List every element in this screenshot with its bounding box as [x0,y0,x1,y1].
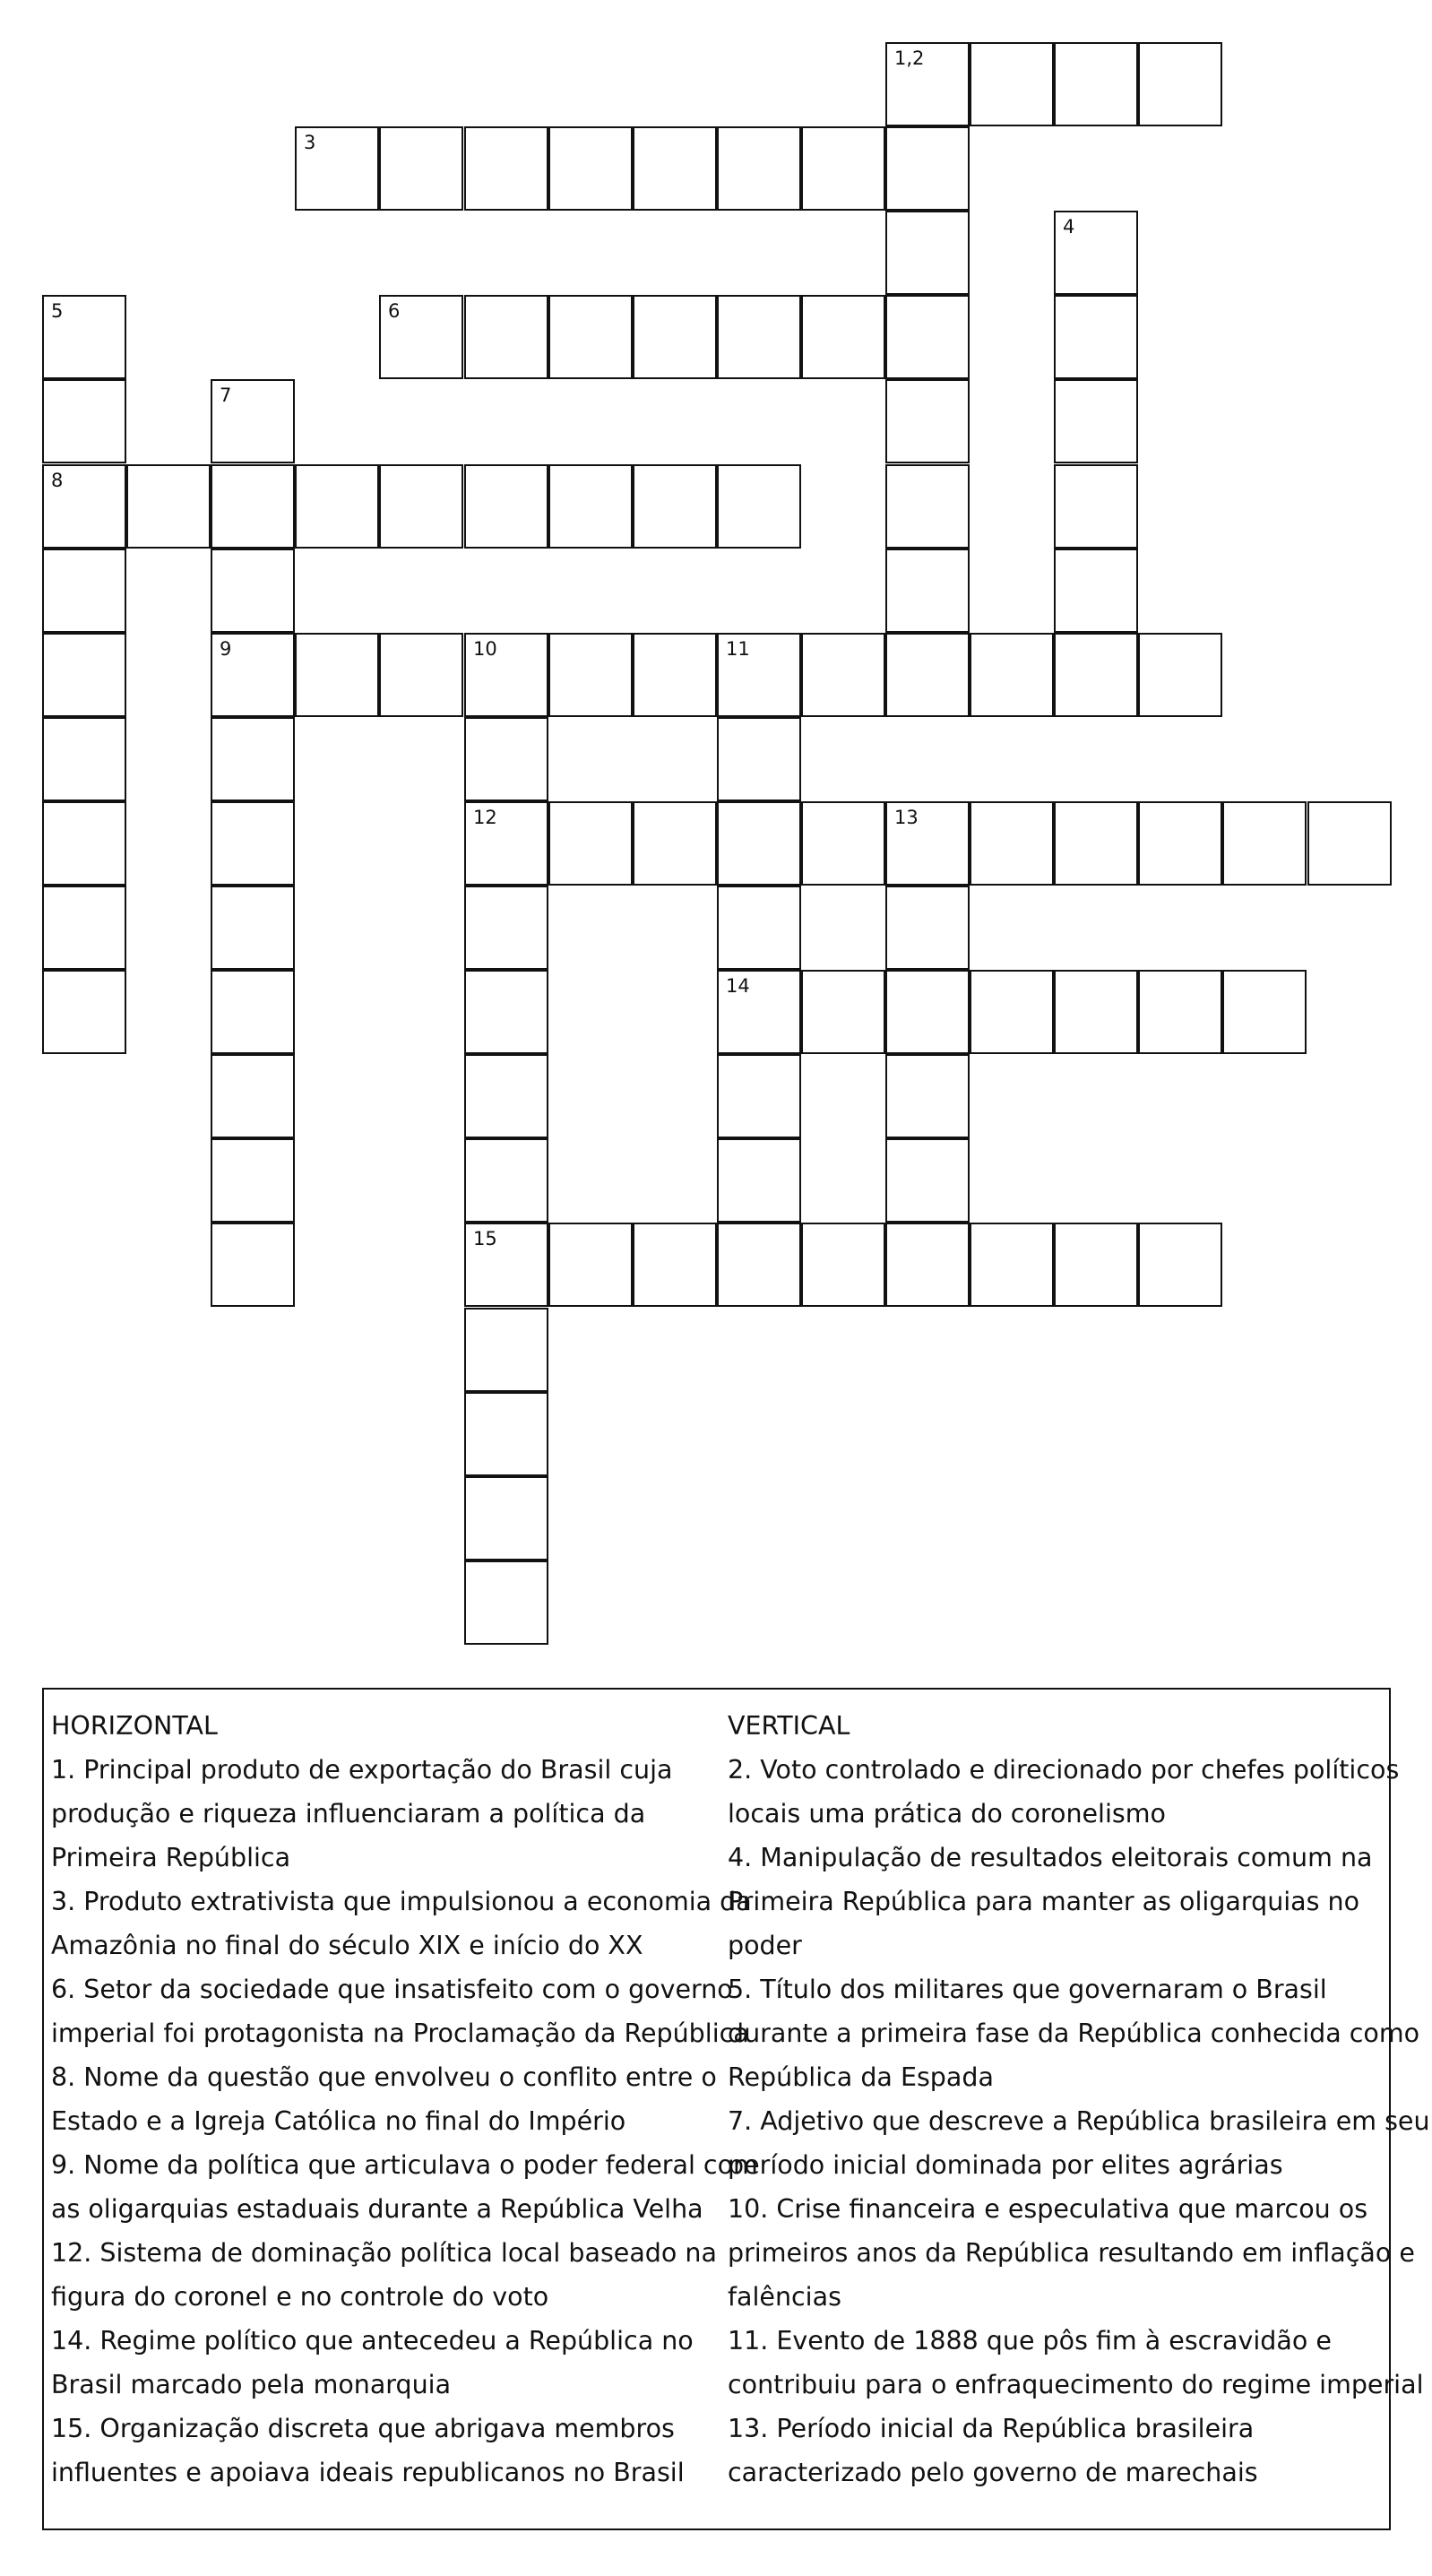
grid-cell[interactable] [717,886,801,970]
grid-cell[interactable] [885,970,970,1054]
grid-cell[interactable] [885,464,970,549]
grid-cell[interactable] [464,1308,548,1392]
grid-cell[interactable] [801,1223,885,1307]
clue-number: 4 [1063,216,1075,238]
clue-line: Primeira República [51,1843,291,1872]
grid-cell[interactable] [42,379,126,463]
grid-cell[interactable] [464,717,548,801]
clue-line: durante a primeira fase da República conhecida como [728,2018,1420,2048]
grid-cell[interactable] [633,295,717,379]
grid-cell[interactable] [211,633,295,717]
horizontal-clues [51,1704,758,2494]
grid-cell[interactable] [211,464,295,549]
clue-number: 8 [51,470,64,491]
grid-cell[interactable] [211,549,295,633]
grid-cell[interactable] [548,295,633,379]
grid-cell[interactable] [42,295,126,379]
clue-number: 6 [388,300,401,322]
grid-cell[interactable] [633,633,717,717]
clue-line: 4. Manipulação de resultados eleitorais comum na [728,1843,1373,1872]
grid-cell[interactable] [717,1138,801,1223]
clue-line: influentes e apoiava ideais republicanos no Brasil [51,2458,685,2487]
grid-cell[interactable] [1307,801,1392,886]
horizontal-heading: HORIZONTAL [51,1711,218,1741]
grid-cell[interactable] [464,126,548,211]
grid-cell[interactable] [42,801,126,886]
grid-cell[interactable] [633,126,717,211]
vertical-heading: VERTICAL [728,1711,850,1741]
grid-cell[interactable] [211,1223,295,1307]
clue-line: 11. Evento de 1888 que pôs fim à escravidão e [728,2326,1332,2356]
grid-cell[interactable] [379,464,463,549]
clue-number: 9 [220,638,232,660]
grid-cell[interactable] [717,1054,801,1138]
grid-cell[interactable] [801,295,885,379]
grid-cell[interactable] [211,801,295,886]
clue-line: 8. Nome da questão que envolveu o conflito entre o [51,2062,717,2092]
clue-line: período inicial dominada por elites agrárias [728,2150,1283,2180]
clue-line: 5. Título dos militares que governaram o Brasil [728,1975,1327,2004]
clue-line: 9. Nome da política que articulava o poder federal com [51,2150,758,2180]
clue-line: 13. Período inicial da República brasileira [728,2414,1255,2443]
grid-cell[interactable] [379,295,463,379]
grid-cell[interactable] [42,464,126,549]
grid-cell[interactable] [126,464,211,549]
grid-cell[interactable] [548,801,633,886]
grid-cell[interactable] [1054,42,1138,126]
grid-cell[interactable] [295,464,379,549]
grid-cell[interactable] [717,970,801,1054]
grid-cell[interactable] [970,1223,1054,1307]
grid-cell[interactable] [42,633,126,717]
clue-line: 3. Produto extrativista que impulsionou a economia da [51,1887,752,1916]
grid-cell[interactable] [885,126,970,211]
grid-cell[interactable] [717,801,801,886]
grid-cell[interactable] [633,801,717,886]
grid-cell[interactable] [970,970,1054,1054]
clue-line: República da Espada [728,2062,994,2092]
clue-line: 2. Voto controlado e direcionado por chefes políticos [728,1755,1400,1785]
grid-cell[interactable] [633,1223,717,1307]
grid-cell[interactable] [1054,379,1138,463]
clue-line: 12. Sistema de dominação política local baseado na [51,2238,717,2268]
grid-cell[interactable] [464,464,548,549]
clue-number: 3 [304,132,316,153]
grid-cell[interactable] [1054,633,1138,717]
grid-cell[interactable] [548,633,633,717]
grid-cell[interactable] [464,1054,548,1138]
grid-cell[interactable] [717,295,801,379]
grid-cell[interactable] [717,633,801,717]
grid-cell[interactable] [885,633,970,717]
grid-cell[interactable] [801,801,885,886]
grid-cell[interactable] [801,970,885,1054]
clue-line: falências [728,2282,841,2312]
grid-cell[interactable] [717,1223,801,1307]
grid-cell[interactable] [42,970,126,1054]
grid-cell[interactable] [211,1138,295,1223]
clue-line: 14. Regime político que antecedeu a República no [51,2326,694,2356]
clues-box [42,1688,1430,2530]
grid-cell[interactable] [801,633,885,717]
clue-line: 10. Crise financeira e especulativa que marcou os [728,2194,1368,2224]
grid-cell[interactable] [464,1476,548,1560]
grid-cell[interactable] [1054,295,1138,379]
clue-line: Amazônia no final do século XIX e início do XX [51,1931,643,1960]
grid-cell[interactable] [464,295,548,379]
grid-cell[interactable] [379,126,463,211]
grid-cell[interactable] [1138,633,1222,717]
grid-cell[interactable] [295,633,379,717]
grid-cell[interactable] [42,717,126,801]
grid-cell[interactable] [885,211,970,295]
grid-cell[interactable] [464,886,548,970]
grid-cell[interactable] [211,1054,295,1138]
grid-cell[interactable] [885,379,970,463]
grid-cell[interactable] [1054,801,1138,886]
grid-cell[interactable] [885,549,970,633]
grid-cell[interactable] [1138,970,1222,1054]
clue-line: 1. Principal produto de exportação do Brasil cuja [51,1755,673,1785]
clue-number: 15 [473,1228,497,1249]
grid-cell[interactable] [717,717,801,801]
grid-cell[interactable] [801,126,885,211]
clue-number: 5 [51,300,64,322]
grid-cell[interactable] [464,801,548,886]
grid-cell[interactable] [1222,970,1307,1054]
clue-line: imperial foi protagonista na Proclamação da República [51,2018,749,2048]
grid-cell[interactable] [548,1223,633,1307]
grid-cell[interactable] [295,126,379,211]
clue-line: 6. Setor da sociedade que insatisfeito com o governo [51,1975,733,2004]
grid-cell[interactable] [211,886,295,970]
clue-line: contribuiu para o enfraquecimento do regime imperial [728,2370,1424,2399]
clue-line: produção e riqueza influenciaram a política da [51,1799,646,1828]
grid-cell[interactable] [885,295,970,379]
grid-cell[interactable] [885,1223,970,1307]
grid-cell[interactable] [885,886,970,970]
clue-number: 13 [894,807,919,828]
clue-number: 14 [726,975,750,997]
grid-cell[interactable] [717,126,801,211]
clue-number: 12 [473,807,497,828]
grid-cell[interactable] [379,633,463,717]
grid-cell[interactable] [42,549,126,633]
grid-cell[interactable] [885,1138,970,1223]
grid-cell[interactable] [1054,464,1138,549]
clue-line: poder [728,1931,802,1960]
grid-cell[interactable] [970,801,1054,886]
grid-cell[interactable] [548,464,633,549]
clue-line: caracterizado pelo governo de marechais [728,2458,1258,2487]
grid-cell[interactable] [717,464,801,549]
grid-cell[interactable] [633,464,717,549]
grid-cell[interactable] [1138,1223,1222,1307]
clue-line: 15. Organização discreta que abrigava membros [51,2414,675,2443]
grid-cell[interactable] [1138,801,1222,886]
grid-cell[interactable] [885,801,970,886]
clue-number: 1,2 [894,48,925,69]
grid-cell[interactable] [1054,970,1138,1054]
clue-line: Primeira República para manter as oligarquias no [728,1887,1360,1916]
grid-cell[interactable] [548,126,633,211]
clue-line: Brasil marcado pela monarquia [51,2370,452,2399]
grid-cell[interactable] [885,1054,970,1138]
grid-cell[interactable] [1054,211,1138,295]
clue-line: primeiros anos da República resultando em inflação e [728,2238,1415,2268]
grid-cell[interactable] [1138,42,1222,126]
grid-cell[interactable] [464,633,548,717]
clue-line: figura do coronel e no controle do voto [51,2282,549,2312]
clue-number: 11 [726,638,750,660]
grid-cell[interactable] [1054,1223,1138,1307]
clue-line: 7. Adjetivo que descreve a República brasileira em seu [728,2106,1430,2136]
clue-line: as oligarquias estaduais durante a República Velha [51,2194,703,2224]
grid-cell[interactable] [970,42,1054,126]
grid-cell[interactable] [211,379,295,463]
grid-cell[interactable] [464,970,548,1054]
clue-line: Estado e a Igreja Católica no final do Império [51,2106,626,2136]
grid-cell[interactable] [464,1560,548,1645]
clue-line: locais uma prática do coronelismo [728,1799,1166,1828]
grid-cell[interactable] [42,886,126,970]
grid-cell[interactable] [1054,549,1138,633]
grid-cell[interactable] [1222,801,1307,886]
vertical-clues [728,1704,1430,2494]
clue-number: 7 [220,385,232,406]
grid-cell[interactable] [211,717,295,801]
clue-number: 10 [473,638,497,660]
grid-cell[interactable] [464,1223,548,1307]
grid-cell[interactable] [464,1392,548,1476]
grid-cell[interactable] [885,42,970,126]
grid-cell[interactable] [464,1138,548,1223]
grid-cell[interactable] [970,633,1054,717]
grid-cell[interactable] [211,970,295,1054]
